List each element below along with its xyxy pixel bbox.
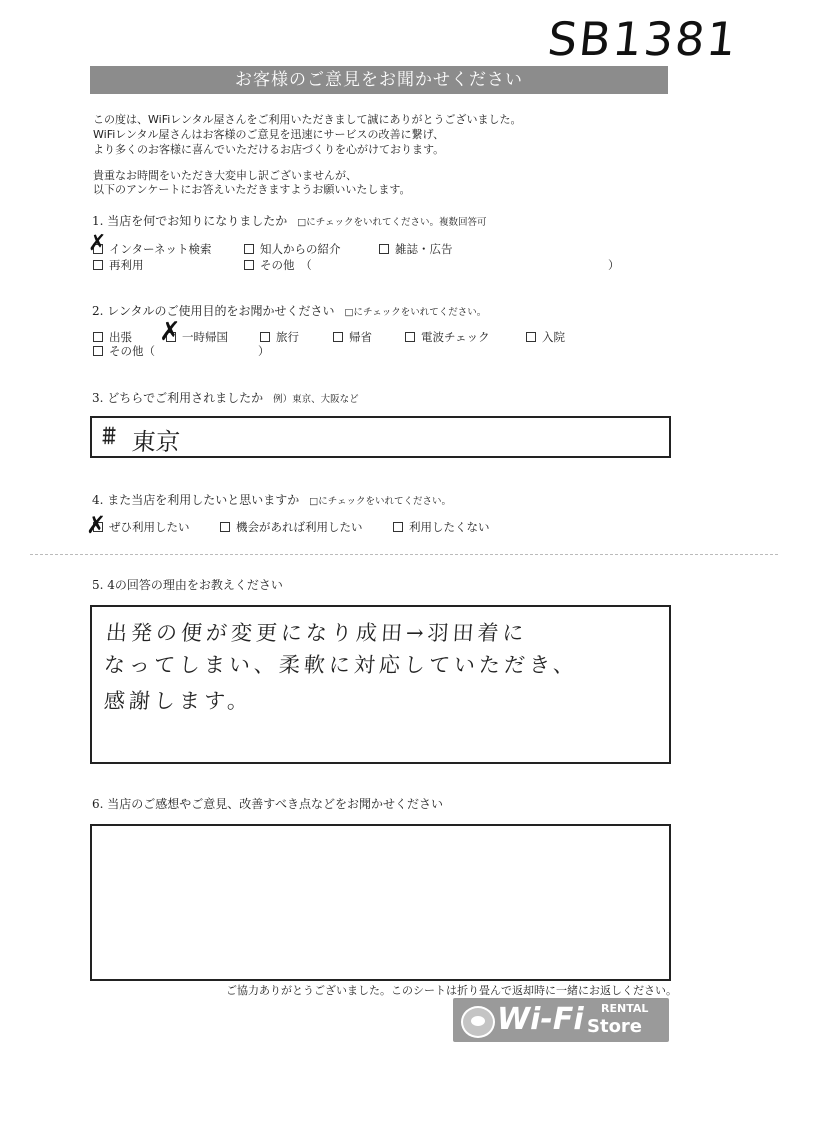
intro-line-2: WiFiレンタル屋さんはお客様のご意見を迅速にサービスの改善に繋げ、: [93, 128, 445, 141]
q6-answer-box[interactable]: [90, 824, 671, 981]
logo-rental-text: RENTAL: [601, 1002, 649, 1015]
logo-wifi-text: Wi-Fi: [497, 1002, 584, 1037]
checkbox[interactable]: [93, 346, 103, 356]
option-label: インターネット検索: [109, 242, 212, 256]
q2-title: [92, 302, 486, 319]
q4-option-no[interactable]: [393, 519, 490, 535]
intro-line-3: より多くのお客様に喜んでいただけるお店づくりを心がけております。: [93, 143, 445, 156]
intro-line-4: 貴重なお時間をいただき大変申し訳ございませんが、: [93, 169, 357, 182]
q3-title: [92, 389, 359, 406]
q1-option-magazine[interactable]: [379, 241, 453, 257]
page-title: お客様のご意見をお聞かせください: [90, 66, 668, 94]
q5-answer-line-2: なってしまい、柔軟に対応していただき、: [103, 653, 579, 677]
option-label: ぜひ利用したい: [109, 520, 190, 534]
q5-answer-line-1: 出発の便が変更になり成田→羽田着に: [105, 621, 529, 645]
q1-title-text: 1. 当店を何でお知りになりましたか: [92, 214, 288, 228]
q1-note: □にチェックをいれてください。複数回答可: [297, 217, 487, 228]
q2-note: □にチェックをいれてください。: [344, 307, 487, 318]
intro-line-5: 以下のアンケートにお答えいただきますようお願いいたします。: [93, 183, 411, 196]
q2-option-signal-check[interactable]: [405, 329, 490, 345]
option-label: 旅行: [276, 330, 299, 344]
intro-line-1: この度は、WiFiレンタル屋さんをご利用いただきまして誠にありがとうございました。: [93, 113, 522, 126]
option-label: 知人からの紹介: [260, 242, 341, 256]
option-label: 雑誌・広告: [395, 242, 453, 256]
q1-title: [92, 212, 486, 229]
q2-option-hospital[interactable]: [526, 329, 565, 345]
checkbox[interactable]: [244, 260, 254, 270]
q1-option-other[interactable]: [244, 257, 312, 273]
option-label: 一時帰国: [182, 330, 228, 344]
q5-answer-box[interactable]: [90, 605, 671, 764]
option-label: 入院: [542, 330, 565, 344]
q4-title: [92, 491, 451, 508]
checkbox[interactable]: [379, 244, 389, 254]
option-label: 電波チェック: [421, 330, 490, 344]
q2-option-homecoming[interactable]: [333, 329, 372, 345]
wifi-rental-store-logo: [453, 998, 669, 1042]
q4-option-if-opportunity[interactable]: [220, 519, 363, 535]
q1-other-close-paren: ）: [608, 258, 620, 272]
q3-answer: 東京: [130, 428, 181, 456]
checkbox[interactable]: [244, 244, 254, 254]
q4-note: □にチェックをいれてください。: [309, 496, 451, 507]
checkbox[interactable]: [93, 332, 103, 342]
check-mark-icon: ✗: [159, 317, 181, 347]
footer-note: ご協力ありがとうございました。このシートは折り畳んで返却時に一緒にお返しください。: [226, 984, 677, 997]
q6-title: 6. 当店のご感想やご意見、改善すべき点などをお聞かせください: [92, 797, 444, 811]
option-label: その他（: [109, 344, 155, 358]
q3-answer-box[interactable]: [90, 416, 671, 458]
checkbox[interactable]: [88, 231, 107, 256]
serial-number: SB1381: [545, 12, 741, 66]
checkbox[interactable]: [526, 332, 536, 342]
checkbox[interactable]: [393, 522, 403, 532]
option-label: 帰省: [349, 330, 372, 344]
q2-title-text: 2. レンタルのご使用目的をお聞かせください: [92, 304, 335, 318]
q1-option-reuse[interactable]: [93, 257, 144, 273]
check-mark-icon: ✗: [86, 511, 107, 539]
q1-option-referral[interactable]: [244, 241, 341, 257]
q4-option-definitely[interactable]: [86, 511, 190, 539]
option-label: その他 （: [260, 258, 312, 272]
q2-option-temporary-return[interactable]: [159, 317, 228, 347]
q3-title-text: 3. どちらでご利用されましたか: [92, 391, 264, 405]
q5-answer-line-3: 感謝します。: [103, 689, 254, 713]
q4-title-text: 4. また当店を利用したいと思いますか: [92, 493, 300, 507]
logo-store-text: Store: [587, 1016, 643, 1037]
option-label: 利用したくない: [409, 520, 490, 534]
option-label: 機会があれば利用したい: [236, 520, 363, 534]
checkbox[interactable]: [159, 317, 181, 347]
checkbox[interactable]: [86, 511, 107, 539]
q2-other-close-paren: ）: [258, 344, 270, 358]
checkbox[interactable]: [220, 522, 230, 532]
q3-note: 例）東京、大阪など: [273, 394, 359, 405]
mascot-icon: [461, 1006, 495, 1038]
checkbox[interactable]: [93, 260, 103, 270]
q1-option-internet[interactable]: [88, 231, 212, 257]
scribble-icon: ⩩: [100, 421, 117, 451]
checkbox[interactable]: [260, 332, 270, 342]
fold-line: [30, 554, 778, 555]
q2-option-other[interactable]: [93, 343, 155, 359]
checkbox[interactable]: [405, 332, 415, 342]
option-label: 再利用: [109, 258, 144, 272]
check-mark-icon: ✗: [88, 231, 107, 256]
checkbox[interactable]: [333, 332, 343, 342]
option-label: 出張: [109, 330, 132, 344]
q5-title: 5. 4の回答の理由をお教えください: [92, 578, 283, 592]
